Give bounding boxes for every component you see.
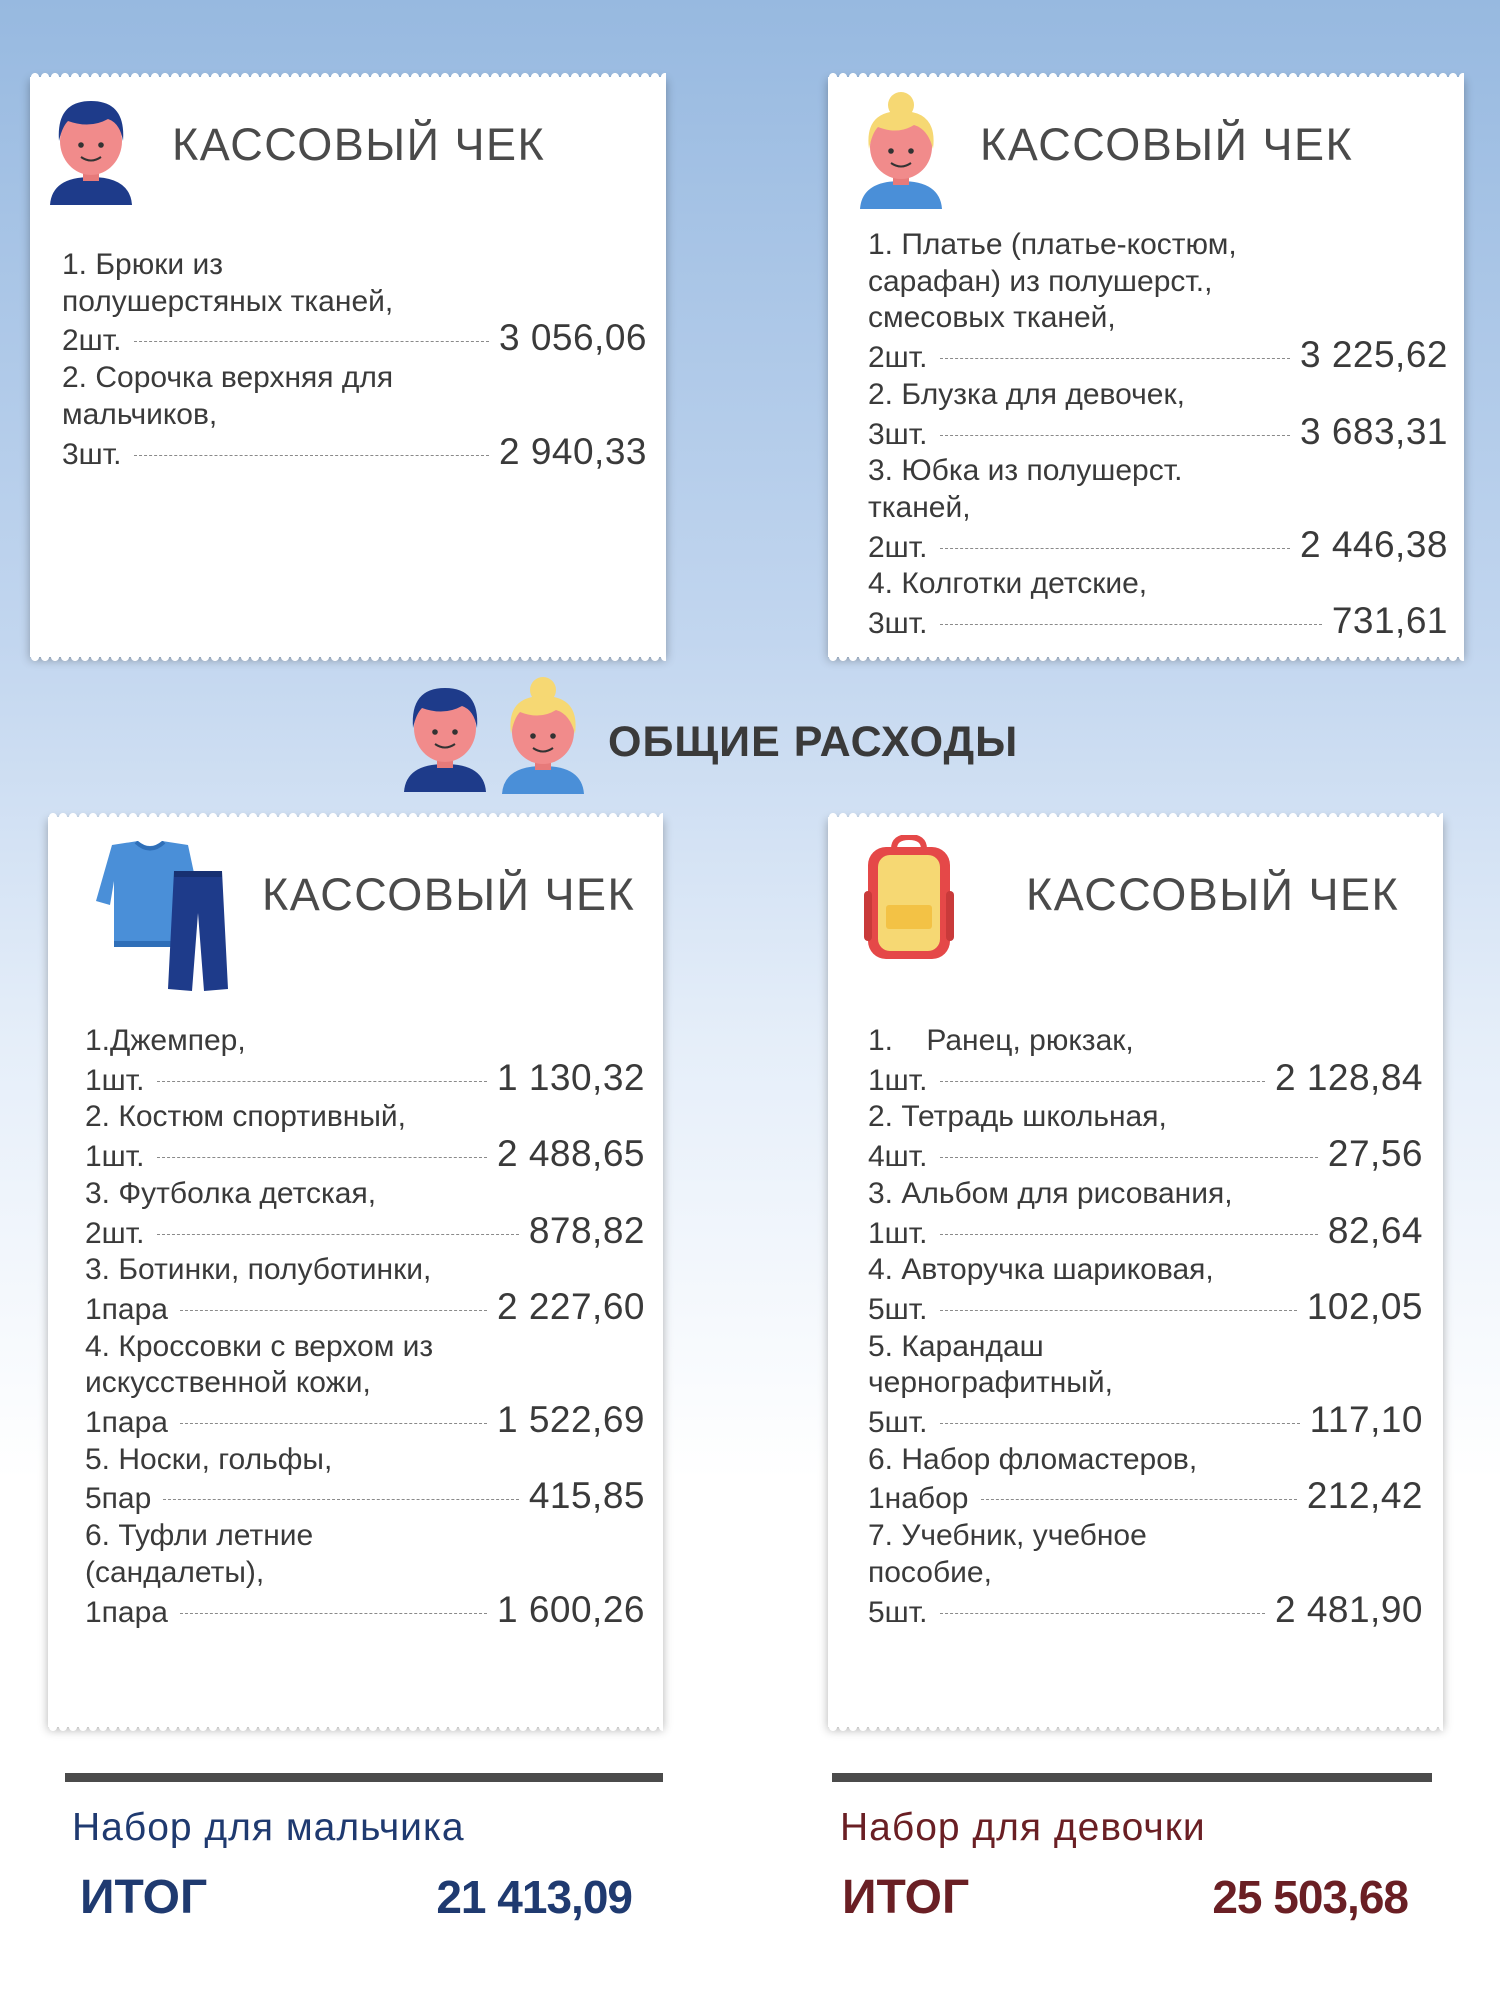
item-name: 3. Ботинки, полуботинки, [85,1253,432,1287]
leader-dots [180,1613,487,1614]
receipt-item [868,1252,1423,1328]
item-name: 2. Костюм спортивный, [85,1100,406,1134]
leader-dots [157,1081,487,1082]
item-price: 878,82 [528,1209,645,1251]
item-price: 731,61 [1331,600,1448,642]
receipt-item [868,377,1448,453]
divider-boy [65,1773,663,1782]
leader-dots [940,1157,1318,1158]
item-qty: 2шт. [868,530,928,564]
item-qty: 1пара [85,1406,168,1440]
item-qty: 5шт. [868,1406,928,1440]
item-qty: 1набор [868,1482,969,1516]
item-price: 3 056,06 [498,317,647,359]
receipt-title: КАССОВЫЙ ЧЕК [172,119,546,170]
item-qty: 5пар [85,1482,152,1516]
item-price: 3 225,62 [1299,334,1448,376]
item-name: 6. Туфли летние (сандалеты), [85,1519,314,1589]
girl-total-label: ИТОГ [842,1871,970,1924]
receipt-boy [30,77,666,657]
leader-dots [981,1499,1297,1500]
leader-dots [940,1423,1300,1424]
receipt-item [62,247,647,360]
item-price: 1 130,32 [496,1056,645,1098]
leader-dots [940,1613,1265,1614]
item-price: 82,64 [1327,1209,1423,1251]
receipt-item [85,1518,645,1631]
item-qty: 5шт. [868,1595,928,1629]
item-qty: 2шт. [85,1216,145,1250]
item-price: 2 940,33 [498,430,647,472]
girl-avatar-icon [500,676,586,794]
leader-dots [940,548,1290,549]
receipt-item [868,1329,1423,1442]
item-price: 2 128,84 [1274,1056,1423,1098]
leader-dots [134,455,489,456]
girl-set-label: Набор для девочки [840,1806,1206,1849]
leader-dots [940,358,1290,359]
receipt-item [868,566,1448,642]
leader-dots [180,1310,487,1311]
item-name: 2. Тетрадь школьная, [868,1100,1167,1134]
item-qty: 1шт. [868,1216,928,1250]
item-price: 1 522,69 [496,1399,645,1441]
leader-dots [940,435,1290,436]
item-name: 1. Брюки из полушерстяных тканей, [62,248,394,318]
item-qty: 1пара [85,1595,168,1629]
receipt-item [85,1099,645,1175]
item-qty: 1шт. [85,1063,145,1097]
receipt-item [868,453,1448,566]
receipt-item [868,1176,1423,1252]
leader-dots [940,1234,1318,1235]
leader-dots [157,1234,519,1235]
clothes-icon [82,841,232,999]
item-name: 3. Футболка детская, [85,1176,377,1210]
item-qty: 1шт. [85,1140,145,1174]
receipt-item [868,1518,1423,1631]
common-expenses-title: ОБЩИЕ РАСХОДЫ [608,718,1019,766]
item-name: 1.Джемпер, [85,1024,246,1057]
receipt-items [868,227,1448,643]
item-price: 102,05 [1306,1285,1423,1327]
item-name: 2. Сорочка верхняя для мальчиков, [62,361,394,431]
item-name: 5. Носки, гольфы, [85,1442,333,1476]
item-qty: 5шт. [868,1292,928,1326]
receipt-item [85,1329,645,1442]
item-qty: 1шт. [868,1063,928,1097]
boy-avatar-icon [402,680,488,792]
item-name: 4. Авторучка шариковая, [868,1253,1214,1287]
receipt-school [828,817,1443,1727]
item-price: 2 446,38 [1299,523,1448,565]
item-name: 1. Платье (платье-костюм, сарафан) из полушерст., смесовых тканей, [868,228,1237,335]
boy-total-value: 21 413,09 [436,1871,632,1923]
item-price: 2 481,90 [1274,1588,1423,1630]
receipt-item [62,360,647,473]
leader-dots [940,1310,1297,1311]
item-price: 2 488,65 [496,1133,645,1175]
item-name: 5. Карандаш чернографитный, [868,1329,1113,1400]
item-name: 2. Блузка для девочек, [868,377,1185,411]
item-price: 3 683,31 [1299,410,1448,452]
item-price: 212,42 [1306,1475,1423,1517]
item-name: 6. Набор фломастеров, [868,1442,1198,1476]
receipt-item [868,1442,1423,1518]
item-qty: 2шт. [868,341,928,375]
receipt-item [85,1252,645,1328]
item-price: 1 600,26 [496,1588,645,1630]
receipt-item [868,1023,1423,1099]
item-qty: 3шт. [62,437,122,471]
item-price: 415,85 [528,1475,645,1517]
divider-girl [832,1773,1432,1782]
item-price: 27,56 [1327,1133,1423,1175]
receipt-item [85,1442,645,1518]
item-name: 3. Юбка из полушерст. тканей, [868,454,1183,524]
receipt-girl [828,77,1464,657]
receipt-items [62,247,647,473]
item-name: 1. Ранец, рюкзак, [868,1024,1134,1057]
leader-dots [134,341,489,342]
receipt-item [868,227,1448,377]
receipt-item [868,1099,1423,1175]
item-qty: 3шт. [868,417,928,451]
boy-total-label: ИТОГ [80,1871,208,1924]
item-name: 7. Учебник, учебное пособие, [868,1519,1147,1589]
receipt-title: КАССОВЫЙ ЧЕК [1026,869,1400,920]
leader-dots [940,624,1322,625]
leader-dots [180,1423,487,1424]
girl-total-value: 25 503,68 [1212,1871,1408,1923]
item-price: 117,10 [1309,1399,1423,1441]
backpack-icon [864,835,954,963]
receipt-item [85,1023,645,1099]
receipt-title: КАССОВЫЙ ЧЕК [980,119,1354,170]
girl-avatar-icon [858,91,944,209]
item-name: 3. Альбом для рисования, [868,1176,1233,1210]
item-name: 4. Колготки детские, [868,567,1148,601]
receipt-item [85,1176,645,1252]
boy-avatar-icon [48,93,134,205]
leader-dots [163,1499,519,1500]
leader-dots [157,1157,487,1158]
item-qty: 1пара [85,1292,168,1326]
receipt-items [868,1023,1423,1631]
receipt-items [85,1023,645,1631]
item-qty: 2шт. [62,324,122,358]
receipt-title: КАССОВЫЙ ЧЕК [262,869,636,920]
item-name: 4. Кроссовки с верхом из искусственной кожи, [85,1329,434,1400]
item-qty: 4шт. [868,1140,928,1174]
leader-dots [940,1081,1265,1082]
boy-set-label: Набор для мальчика [72,1806,465,1849]
receipt-clothes [48,817,663,1727]
item-price: 2 227,60 [496,1285,645,1327]
item-qty: 3шт. [868,607,928,641]
